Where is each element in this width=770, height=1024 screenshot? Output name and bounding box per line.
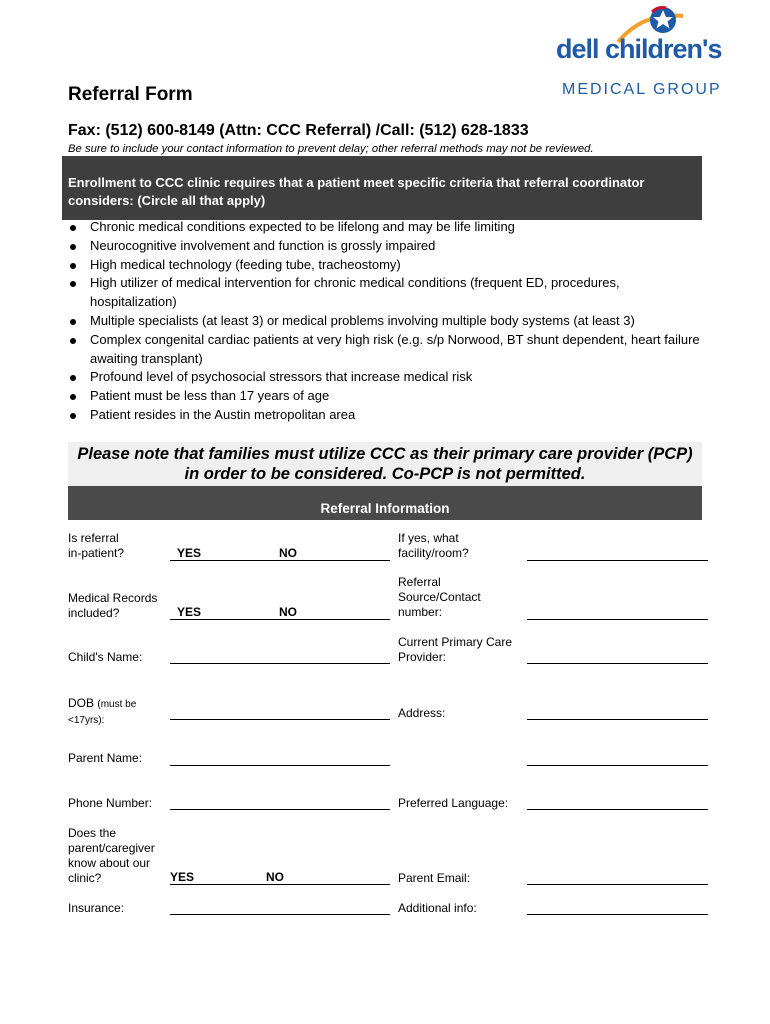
bullet-icon — [70, 338, 76, 344]
bullet-icon — [70, 319, 76, 325]
know-clinic-yes-option[interactable]: YES — [170, 870, 195, 884]
pcp-note-text: Please note that families must utilize CCC as their primary care provider (PCP) in order to be considered. Co-PCP is not permitted. — [77, 445, 693, 483]
records-yes-option[interactable]: YES — [177, 605, 202, 619]
pcp-label: Current Primary Care Provider: — [398, 635, 513, 664]
criteria-item-text: High medical technology (feeding tube, tracheostomy) — [90, 256, 401, 272]
additional-info-field[interactable] — [527, 914, 708, 915]
language-label: Preferred Language: — [398, 796, 509, 810]
criteria-item[interactable] — [68, 237, 708, 256]
address-line2-field[interactable] — [527, 765, 708, 766]
child-name-field[interactable] — [170, 663, 390, 664]
facility-field[interactable] — [527, 560, 708, 561]
parent-name-field[interactable] — [170, 765, 390, 766]
criteria-item[interactable] — [68, 406, 708, 425]
facility-label: If yes, what facility/room? — [398, 531, 469, 560]
inpatient-no-option[interactable]: NO — [279, 546, 297, 560]
parent-email-label: Parent Email: — [398, 871, 471, 885]
criteria-item[interactable] — [68, 387, 708, 406]
criteria-item-text: Neurocognitive involvement and function is grossly impaired — [90, 237, 436, 253]
records-field[interactable] — [170, 619, 390, 620]
bullet-icon — [70, 244, 76, 250]
bullet-icon — [70, 281, 76, 287]
inpatient-field[interactable] — [170, 560, 390, 561]
language-field[interactable] — [527, 809, 708, 810]
know-clinic-label: Does the parent/caregiver know about our clinic? — [68, 826, 155, 885]
source-field[interactable] — [527, 619, 708, 620]
referral-info-title: Referral Information — [320, 501, 450, 516]
know-clinic-no-option[interactable]: NO — [266, 870, 284, 884]
criteria-item-text: Complex congenital cardiac patients at very high risk (e.g. s/p Norwood, BT shunt dependent, heart failure awaiting transplant) — [90, 331, 700, 366]
address-label: Address: — [398, 706, 446, 720]
parent-email-field[interactable] — [527, 884, 708, 885]
records-label: Medical Records included? — [68, 591, 158, 620]
criteria-item[interactable] — [68, 331, 708, 369]
bullet-icon — [70, 394, 76, 400]
bullet-icon — [70, 413, 76, 419]
criteria-header-text: Enrollment to CCC clinic requires that a patient meet specific criteria that referral coordinator considers: (Circle all that apply) — [68, 175, 645, 208]
criteria-item[interactable] — [68, 218, 708, 237]
fax-note: Be sure to include your contact information to prevent delay; other referral methods may not be reviewed. — [68, 143, 594, 155]
criteria-item-text: Profound level of psychosocial stressors that increase medical risk — [90, 369, 473, 385]
criteria-item-text: High utilizer of medical intervention for chronic medical conditions (frequent ED, procedures, hospitalization) — [90, 275, 620, 310]
criteria-item[interactable] — [68, 312, 708, 331]
source-label: Referral Source/Contact number: — [398, 575, 481, 619]
child-name-label: Child's Name: — [68, 650, 143, 664]
criteria-item-text: Patient resides in the Austin metropolitan area — [90, 406, 356, 422]
logo-brand-text: dell children's — [556, 34, 722, 64]
know-clinic-field[interactable] — [170, 884, 390, 885]
criteria-item-text: Chronic medical conditions expected to be lifelong and may be life limiting — [90, 219, 515, 234]
insurance-label: Insurance: — [68, 901, 125, 915]
pcp-field[interactable] — [527, 663, 708, 664]
dell-childrens-logo — [548, 4, 748, 104]
criteria-item[interactable] — [68, 368, 708, 387]
inpatient-label: Is referral in-patient? — [68, 531, 125, 560]
criteria-item[interactable] — [68, 274, 708, 312]
insurance-field[interactable] — [170, 914, 390, 915]
address-field[interactable] — [527, 719, 708, 720]
phone-field[interactable] — [170, 809, 390, 810]
dob-field[interactable] — [170, 719, 390, 720]
criteria-item[interactable] — [68, 256, 708, 275]
bullet-icon — [70, 225, 76, 231]
pcp-note-box — [68, 442, 702, 486]
page-title: Referral Form — [68, 84, 193, 105]
criteria-list — [68, 218, 708, 425]
dob-label: DOB (must be <17yrs): — [68, 696, 137, 726]
inpatient-yes-option[interactable]: YES — [177, 546, 202, 560]
phone-label: Phone Number: — [68, 796, 153, 810]
additional-info-label: Additional info: — [398, 901, 477, 915]
fax-line: Fax: (512) 600-8149 (Attn: CCC Referral) /Call: (512) 628-1833 — [68, 122, 529, 139]
bullet-icon — [70, 263, 76, 269]
criteria-item-text: Patient must be less than 17 years of age — [90, 388, 330, 404]
parent-name-label: Parent Name: — [68, 751, 143, 765]
criteria-item-text: Multiple specialists (at least 3) or medical problems involving multiple body systems (at least 3) — [90, 312, 635, 328]
criteria-header-box — [62, 156, 702, 220]
logo-group-text: MEDICAL GROUP — [562, 81, 722, 98]
records-no-option[interactable]: NO — [279, 605, 297, 619]
referral-info-header — [68, 486, 702, 520]
bullet-icon — [70, 375, 76, 381]
